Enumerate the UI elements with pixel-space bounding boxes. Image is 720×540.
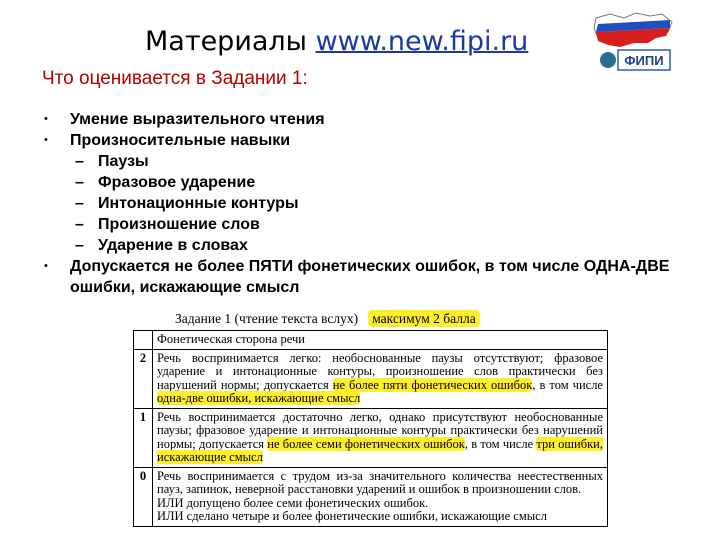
dash-icon: – — [75, 174, 84, 191]
title-prefix: Материалы — [145, 26, 316, 57]
dash-icon: – — [75, 195, 84, 212]
table-header-row — [134, 331, 608, 350]
dash-icon: – — [75, 237, 84, 254]
section-subtitle: Что оценивается в Задании 1: — [42, 68, 308, 89]
criterion-text: Речь воспринимается достаточно легко, однако присутствуют необоснованные паузы; фразовое ударение и интонационные контуры практически без нарушений нормы; допускается не более семи фонетических ошибок, в том числе три ошибки, искажающие смысл — [153, 408, 608, 467]
table-header: Фонетическая сторона речи — [153, 331, 608, 350]
sub-text: Паузы — [98, 153, 149, 170]
max-score-label: максимум 2 балла — [368, 310, 480, 327]
bullet-item — [44, 130, 684, 151]
highlight: три ошибки, искажающие смысл — [157, 436, 603, 464]
bullet-text: Произносительные навыки — [70, 132, 291, 149]
bullet-icon: • — [44, 260, 48, 272]
highlight: не более семи фонетических ошибок — [267, 436, 465, 451]
sub-text: Интонационные контуры — [98, 195, 299, 212]
bullet-item — [44, 109, 684, 130]
score-cell: 1 — [134, 408, 153, 467]
badge-emblem — [600, 52, 616, 68]
table-row — [134, 467, 608, 526]
criterion-text: Речь воспринимается легко: необоснованные паузы отсутствуют; фразовое ударение и интонационные контуры, произношение слов практически без нарушений нормы; допускается не более пяти фонетических ошибок, в том числе одна-две ошибки, искажающие смысл — [153, 349, 608, 408]
score-cell: 2 — [134, 349, 153, 408]
logo-text: ФИПИ — [624, 53, 664, 68]
sub-text: Произношение слов — [98, 216, 260, 233]
bullet-icon: • — [44, 113, 48, 125]
sub-item — [44, 235, 684, 256]
highlight: одна-две ошибки, искажающие смысл — [157, 391, 361, 405]
sub-text: Ударение в словах — [98, 237, 248, 254]
bullet-text: Умение выразительного чтения — [70, 111, 325, 128]
dash-icon: – — [75, 216, 84, 233]
table-row — [134, 349, 608, 408]
bullet-list — [44, 109, 684, 298]
bullet-icon: • — [44, 134, 48, 146]
bullet-text: Допускается не более ПЯТИ фонетических ошибок, в том числе ОДНА-ДВЕ ошибки, искажающие смысл — [70, 258, 670, 296]
score-cell: 0 — [134, 467, 153, 526]
sub-item — [44, 193, 684, 214]
highlight: не более пяти фонетических ошибок — [332, 377, 533, 392]
criterion-text: Речь воспринимается с трудом из-за значительного количества неестественных пауз, запинок, неверной расстановки ударений и ошибок в произношении слов. ИЛИ допущено более семи фонетических ошибок. ИЛИ сделано четыре и более фонетические ошибки, искажающие смысл — [153, 467, 608, 526]
sub-item — [44, 151, 684, 172]
sub-text: Фразовое ударение — [98, 174, 256, 191]
dash-icon: – — [75, 153, 84, 170]
sub-item — [44, 172, 684, 193]
page-title — [145, 26, 528, 57]
caption-text: Задание 1 (чтение текста вслух) — [175, 311, 359, 326]
fipi-logo — [590, 10, 675, 75]
bullet-item — [44, 256, 684, 298]
table-row — [134, 408, 608, 467]
sub-item — [44, 214, 684, 235]
fipi-link[interactable]: www.new.fipi.ru — [315, 26, 529, 57]
criteria-table — [133, 330, 608, 527]
criteria-caption — [175, 311, 480, 327]
